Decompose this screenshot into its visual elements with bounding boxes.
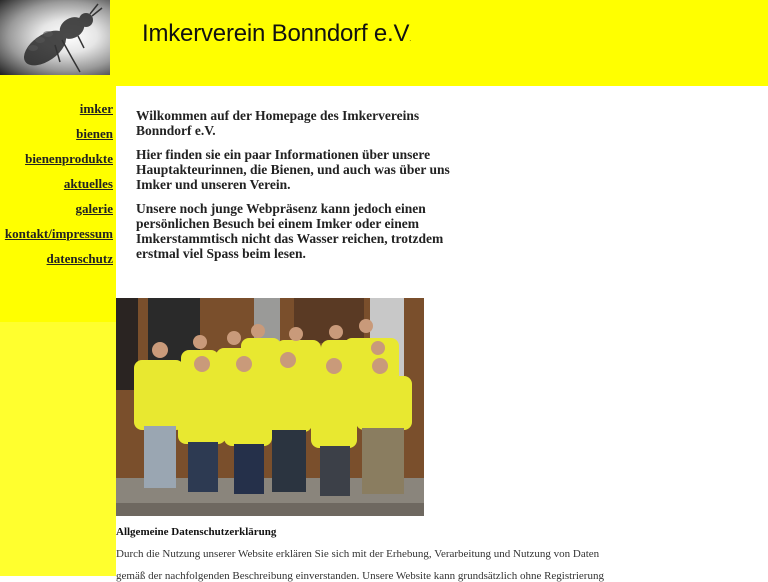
- privacy-heading: Allgemeine Datenschutzerklärung: [116, 526, 277, 538]
- intro-paragraph: Unsere noch junge Webpräsenz kann jedoch einen persönlichen Besuch bei einem Imker oder einem Imkerstammtisch nicht das Wasser reichen, trotzdem erstmal viel Spass beim lesen.: [136, 201, 444, 261]
- intro-paragraph: Hier finden sie ein paar Informationen über unsere Hauptakteurinnen, die Bienen, und auch was über uns Imker und unseren Verein.: [136, 147, 450, 192]
- intro-text: [136, 108, 456, 270]
- bee-icon: [0, 0, 110, 75]
- site-title: [142, 20, 411, 48]
- nav-link-bienen[interactable]: bienen: [76, 126, 113, 141]
- site-title-dot: .: [409, 37, 411, 43]
- site-title-text: Imkerverein Bonndorf e.V: [142, 20, 410, 47]
- nav-link-datenschutz[interactable]: datenschutz: [46, 251, 113, 266]
- nav-link-imker[interactable]: imker: [79, 101, 113, 116]
- privacy-text-line: gemäß der nachfolgenden Beschreibung einverstanden. Unsere Website kann grundsätzlich ohne Registrierung: [116, 570, 604, 582]
- group-photo: [116, 298, 424, 516]
- group-photo-image: [116, 298, 424, 516]
- sidebar-background: [0, 322, 116, 576]
- site-header: [0, 0, 768, 86]
- nav-link-bienenprodukte[interactable]: bienenprodukte: [25, 151, 113, 166]
- logo: [0, 0, 110, 75]
- intro-paragraph: Wilkommen auf der Homepage des Imkervereins Bonndorf e.V.: [136, 108, 420, 138]
- nav-link-aktuelles[interactable]: aktuelles: [63, 176, 113, 191]
- privacy-text-line: Durch die Nutzung unserer Website erklären Sie sich mit der Erhebung, Verarbeitung und Nutzung von Daten: [116, 548, 600, 560]
- main-navigation: [5, 96, 113, 271]
- nav-link-kontakt-impressum[interactable]: kontakt/impressum: [4, 226, 113, 241]
- sidebar: [0, 86, 116, 322]
- nav-link-galerie[interactable]: galerie: [75, 201, 113, 216]
